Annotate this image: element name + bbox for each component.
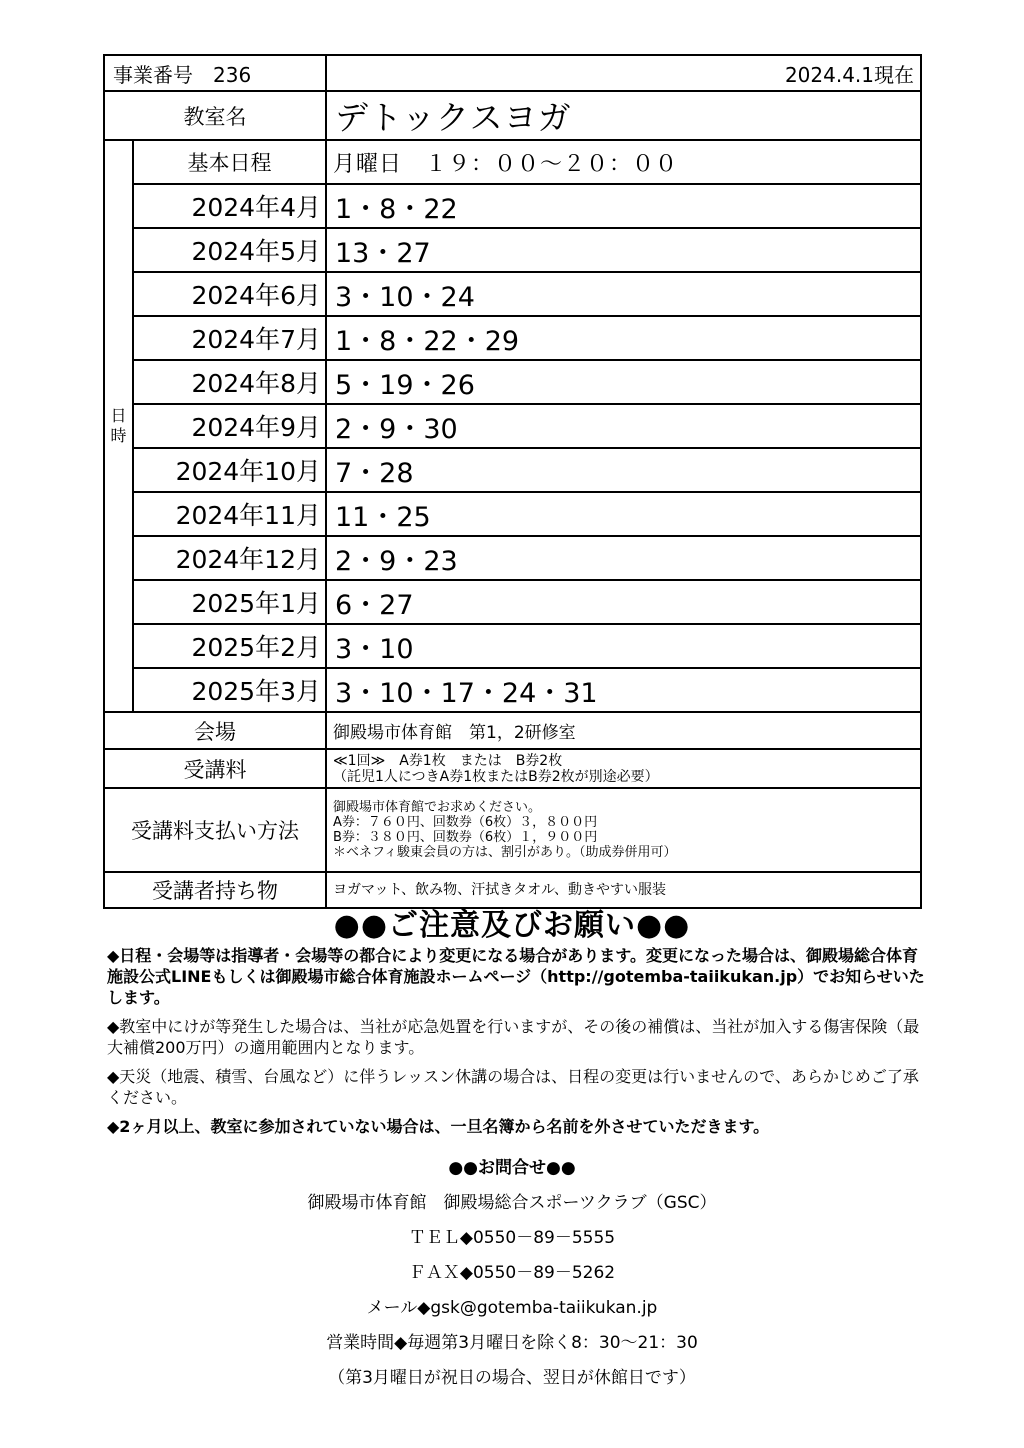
venue-value: 御殿場市体育館 第1，2研修室 xyxy=(326,712,921,749)
program-number: 事業番号 236 xyxy=(104,55,326,91)
fee-value xyxy=(326,749,921,788)
datetime-vertical-char: 日 xyxy=(110,406,127,425)
notice-list xyxy=(107,945,927,1145)
contact-hours: 営業時間◆毎週第3月曜日を除く8：30～21：30 xyxy=(326,1333,698,1353)
datetime-vertical-text xyxy=(105,406,132,446)
month-label: 2024年10月 xyxy=(133,448,326,492)
contact-tel: ＴＥＬ◆0550－89－5555 xyxy=(408,1228,616,1248)
month-row xyxy=(104,360,921,404)
month-days: 11・25 xyxy=(326,492,921,536)
notice-item: ◆天災（地震、積雪、台風など）に伴うレッスン休講の場合は、日程の変更は行いませんので、あらかじめご了承ください。 xyxy=(107,1067,919,1107)
month-label: 2025年1月 xyxy=(133,580,326,624)
notice-item: ◆2ヶ月以上、教室に参加されていない場合は、一旦名簿から名前を外させていただきます。 xyxy=(107,1117,770,1136)
fee-label: 受講料 xyxy=(104,749,326,788)
fee-line: ≪1回≫ A券1枚 または B券2枚 xyxy=(333,752,563,769)
month-days: 3・10 xyxy=(326,624,921,668)
classroom-row xyxy=(104,91,921,140)
month-row xyxy=(104,228,921,272)
month-label: 2024年8月 xyxy=(133,360,326,404)
fee-row xyxy=(104,749,921,788)
class-info-table xyxy=(103,54,922,909)
classroom-name: デトックスヨガ xyxy=(326,91,921,140)
datetime-vertical-char: 時 xyxy=(110,426,127,445)
notice-title: ●●ご注意及びお願い●● xyxy=(333,908,691,943)
contact-fax: ＦＡＸ◆0550－89－5262 xyxy=(408,1263,616,1283)
month-days: 13・27 xyxy=(326,228,921,272)
month-label: 2024年6月 xyxy=(133,272,326,316)
contact-title: ●●お問合せ●● xyxy=(448,1158,576,1178)
venue-label: 会場 xyxy=(104,712,326,749)
month-label: 2024年4月 xyxy=(133,184,326,228)
payment-value xyxy=(326,788,921,872)
belongings-value: ヨガマット、飲み物、汗拭きタオル、動きやすい服装 xyxy=(326,872,921,908)
month-days: 3・10・24 xyxy=(326,272,921,316)
month-row xyxy=(104,272,921,316)
month-label: 2024年5月 xyxy=(133,228,326,272)
notice-item: ◆教室中にけが等発生した場合は、当社が応急処置を行いますが、その後の補償は、当社が加入する傷害保険（最大補償200万円）の適用範囲内となります。 xyxy=(107,1017,920,1057)
month-row xyxy=(104,184,921,228)
payment-line: A券：７６０円、回数券（6枚）３，８００円 xyxy=(333,815,598,830)
payment-label: 受講料支払い方法 xyxy=(104,788,326,872)
month-row xyxy=(104,536,921,580)
payment-line: 御殿場市体育館でお求めください。 xyxy=(333,800,542,815)
month-row xyxy=(104,316,921,360)
month-days: 6・27 xyxy=(326,580,921,624)
contact-mail: メール◆gsk@gotemba-taiikukan.jp xyxy=(366,1298,658,1318)
month-row xyxy=(104,624,921,668)
month-label: 2024年12月 xyxy=(133,536,326,580)
payment-line: ＊ベネフィ駿東会員の方は、割引があり。（助成券併用可） xyxy=(333,845,677,860)
month-days: 2・9・23 xyxy=(326,536,921,580)
datetime-vertical-label xyxy=(104,140,133,712)
month-days: 2・9・30 xyxy=(326,404,921,448)
class-info-sheet xyxy=(103,54,920,909)
venue-row xyxy=(104,712,921,749)
month-row xyxy=(104,580,921,624)
month-days: 1・8・22 xyxy=(326,184,921,228)
month-row xyxy=(104,668,921,712)
contact-holiday-note: （第3月曜日が祝日の場合、翌日が休館日です） xyxy=(328,1368,696,1388)
month-row xyxy=(104,492,921,536)
basic-schedule-value: 月曜日 １９：００～２０：００ xyxy=(326,140,921,184)
month-row xyxy=(104,404,921,448)
basic-schedule-label: 基本日程 xyxy=(133,140,326,184)
month-label: 2024年9月 xyxy=(133,404,326,448)
header-row xyxy=(104,55,921,91)
month-label: 2025年2月 xyxy=(133,624,326,668)
basic-schedule-row xyxy=(104,140,921,184)
classroom-label: 教室名 xyxy=(104,91,326,140)
contact-block xyxy=(0,1156,1024,1401)
month-days: 1・8・22・29 xyxy=(326,316,921,360)
month-label: 2025年3月 xyxy=(133,668,326,712)
contact-org: 御殿場市体育館 御殿場総合スポーツクラブ（GSC） xyxy=(307,1193,717,1213)
month-days: 3・10・17・24・31 xyxy=(326,668,921,712)
month-row xyxy=(104,448,921,492)
month-label: 2024年7月 xyxy=(133,316,326,360)
fee-line: （託児1人につきA券1枚またはB券2枚が別途必要） xyxy=(333,768,659,785)
as-of-date: 2024.4.1現在 xyxy=(326,55,921,91)
belongings-label: 受講者持ち物 xyxy=(104,872,326,908)
payment-line: B券：３８０円、回数券（6枚）１，９００円 xyxy=(333,830,598,845)
month-label: 2024年11月 xyxy=(133,492,326,536)
notice-item: ◆日程・会場等は指導者・会場等の都合により変更になる場合があります。変更になった場合は、御殿場総合体育施設公式LINEもしくは御殿場市総合体育施設ホームページ（http://gotemba-taiikukan.jp）でお知らせいたします。 xyxy=(107,946,925,1007)
month-days: 7・28 xyxy=(326,448,921,492)
month-days: 5・19・26 xyxy=(326,360,921,404)
payment-row xyxy=(104,788,921,872)
